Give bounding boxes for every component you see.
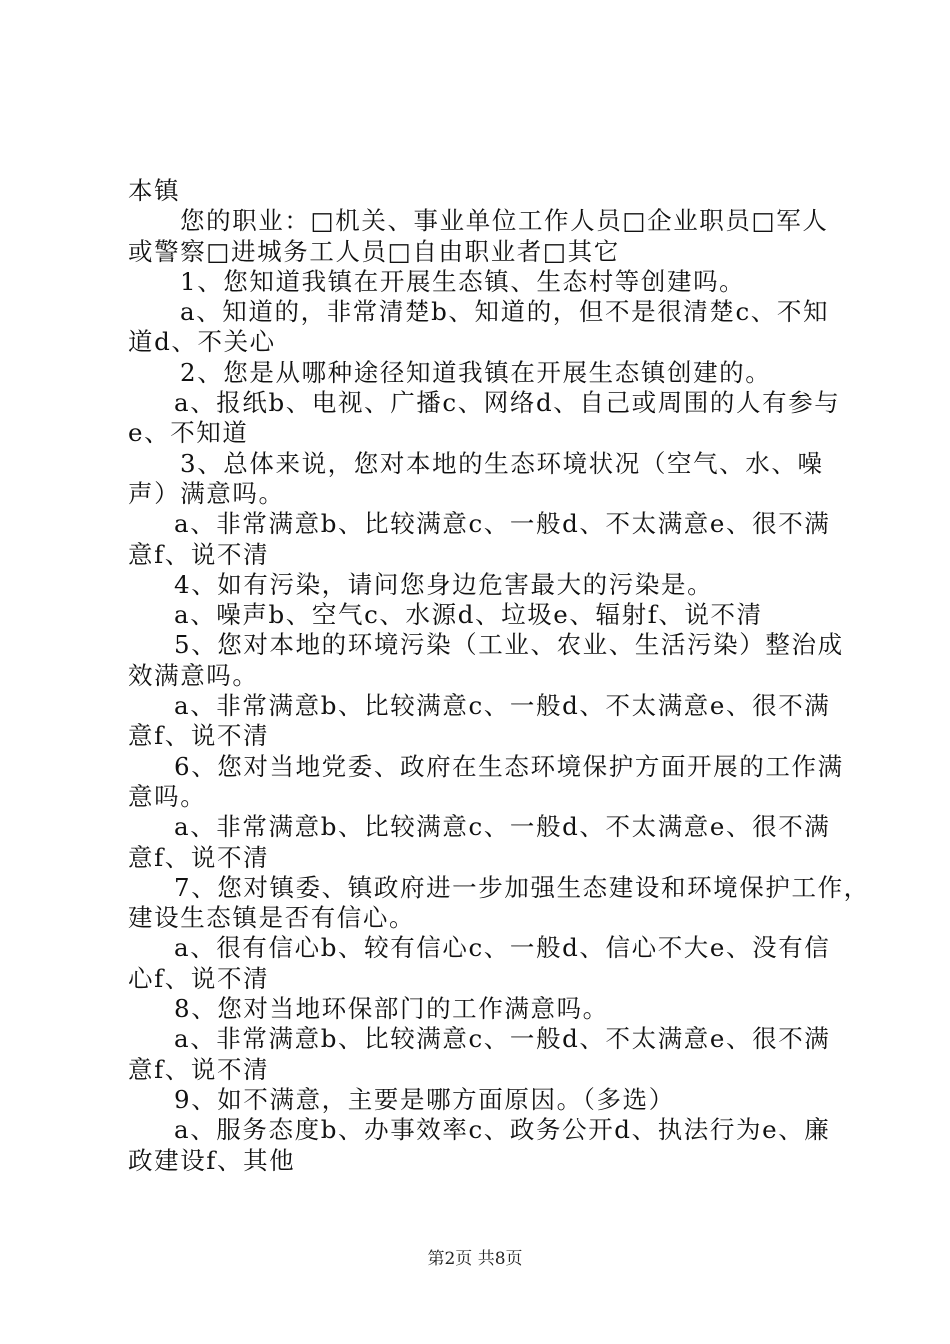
- text-line: 政建设f、其他: [128, 1145, 296, 1175]
- page-number-label: 第2页 共8页: [427, 1249, 523, 1269]
- text-line: a、非常满意b、比较满意c、一般d、不太满意e、很不满: [174, 812, 831, 842]
- text-line: 意f、说不清: [128, 1054, 270, 1084]
- text-line: 道d、不关心: [128, 327, 276, 357]
- text-line: e、不知道: [128, 418, 249, 448]
- text-line: 6、您对当地党委、政府在生态环境保护方面开展的工作满: [174, 751, 844, 781]
- text-line: 7、您对镇委、镇政府进一步加强生态建设和环境保护工作，: [174, 872, 870, 902]
- text-line: 意f、说不清: [128, 721, 270, 751]
- text-line: a、非常满意b、比较满意c、一般d、不太满意e、很不满: [174, 509, 831, 539]
- text-line: 5、您对本地的环境污染（工业、农业、生活污染）整治成: [174, 630, 844, 660]
- text-line: 9、如不满意，主要是哪方面原因。（多选）: [174, 1084, 675, 1114]
- text-line: 意吗。: [128, 781, 207, 811]
- text-line: 声）满意吗。: [128, 478, 285, 508]
- text-line: a、很有信心b、较有信心c、一般d、信心不大e、没有信: [174, 933, 831, 963]
- text-line: 2、您是从哪种途径知道我镇在开展生态镇创建的。: [180, 357, 772, 387]
- text-line: 本镇: [128, 176, 181, 205]
- text-line: a、非常满意b、比较满意c、一般d、不太满意e、很不满: [174, 691, 831, 721]
- text-line: 1、您知道我镇在开展生态镇、生态村等创建吗。: [180, 266, 746, 296]
- text-line: 您的职业：□机关、事业单位工作人员□企业职员□军人: [180, 206, 829, 236]
- text-line: a、噪声b、空气c、水源d、垃圾e、辐射f、说不清: [174, 600, 763, 630]
- document-body: [128, 176, 870, 1176]
- text-line: 8、您对当地环保部门的工作满意吗。: [174, 994, 609, 1024]
- text-line: 或警察□进城务工人员□自由职业者□其它: [128, 236, 620, 266]
- text-line: a、服务态度b、办事效率c、政务公开d、执法行为e、廉: [174, 1115, 831, 1145]
- text-line: 3、总体来说，您对本地的生态环境状况（空气、水、噪: [180, 448, 824, 478]
- text-line: 建设生态镇是否有信心。: [128, 903, 416, 933]
- text-line: 意f、说不清: [128, 842, 270, 872]
- text-line: a、报纸b、电视、广播c、网络d、自己或周围的人有参与: [174, 388, 841, 418]
- text-line: 意f、说不清: [128, 539, 270, 569]
- page-footer: [0, 1244, 950, 1269]
- text-line: a、非常满意b、比较满意c、一般d、不太满意e、很不满: [174, 1024, 831, 1054]
- text-line: 4、如有污染，请问您身边危害最大的污染是。: [174, 569, 714, 599]
- text-line: a、知道的，非常清楚b、知道的，但不是很清楚c、不知: [180, 297, 830, 327]
- text-line: 效满意吗。: [128, 660, 259, 690]
- text-line: 心f、说不清: [128, 963, 270, 993]
